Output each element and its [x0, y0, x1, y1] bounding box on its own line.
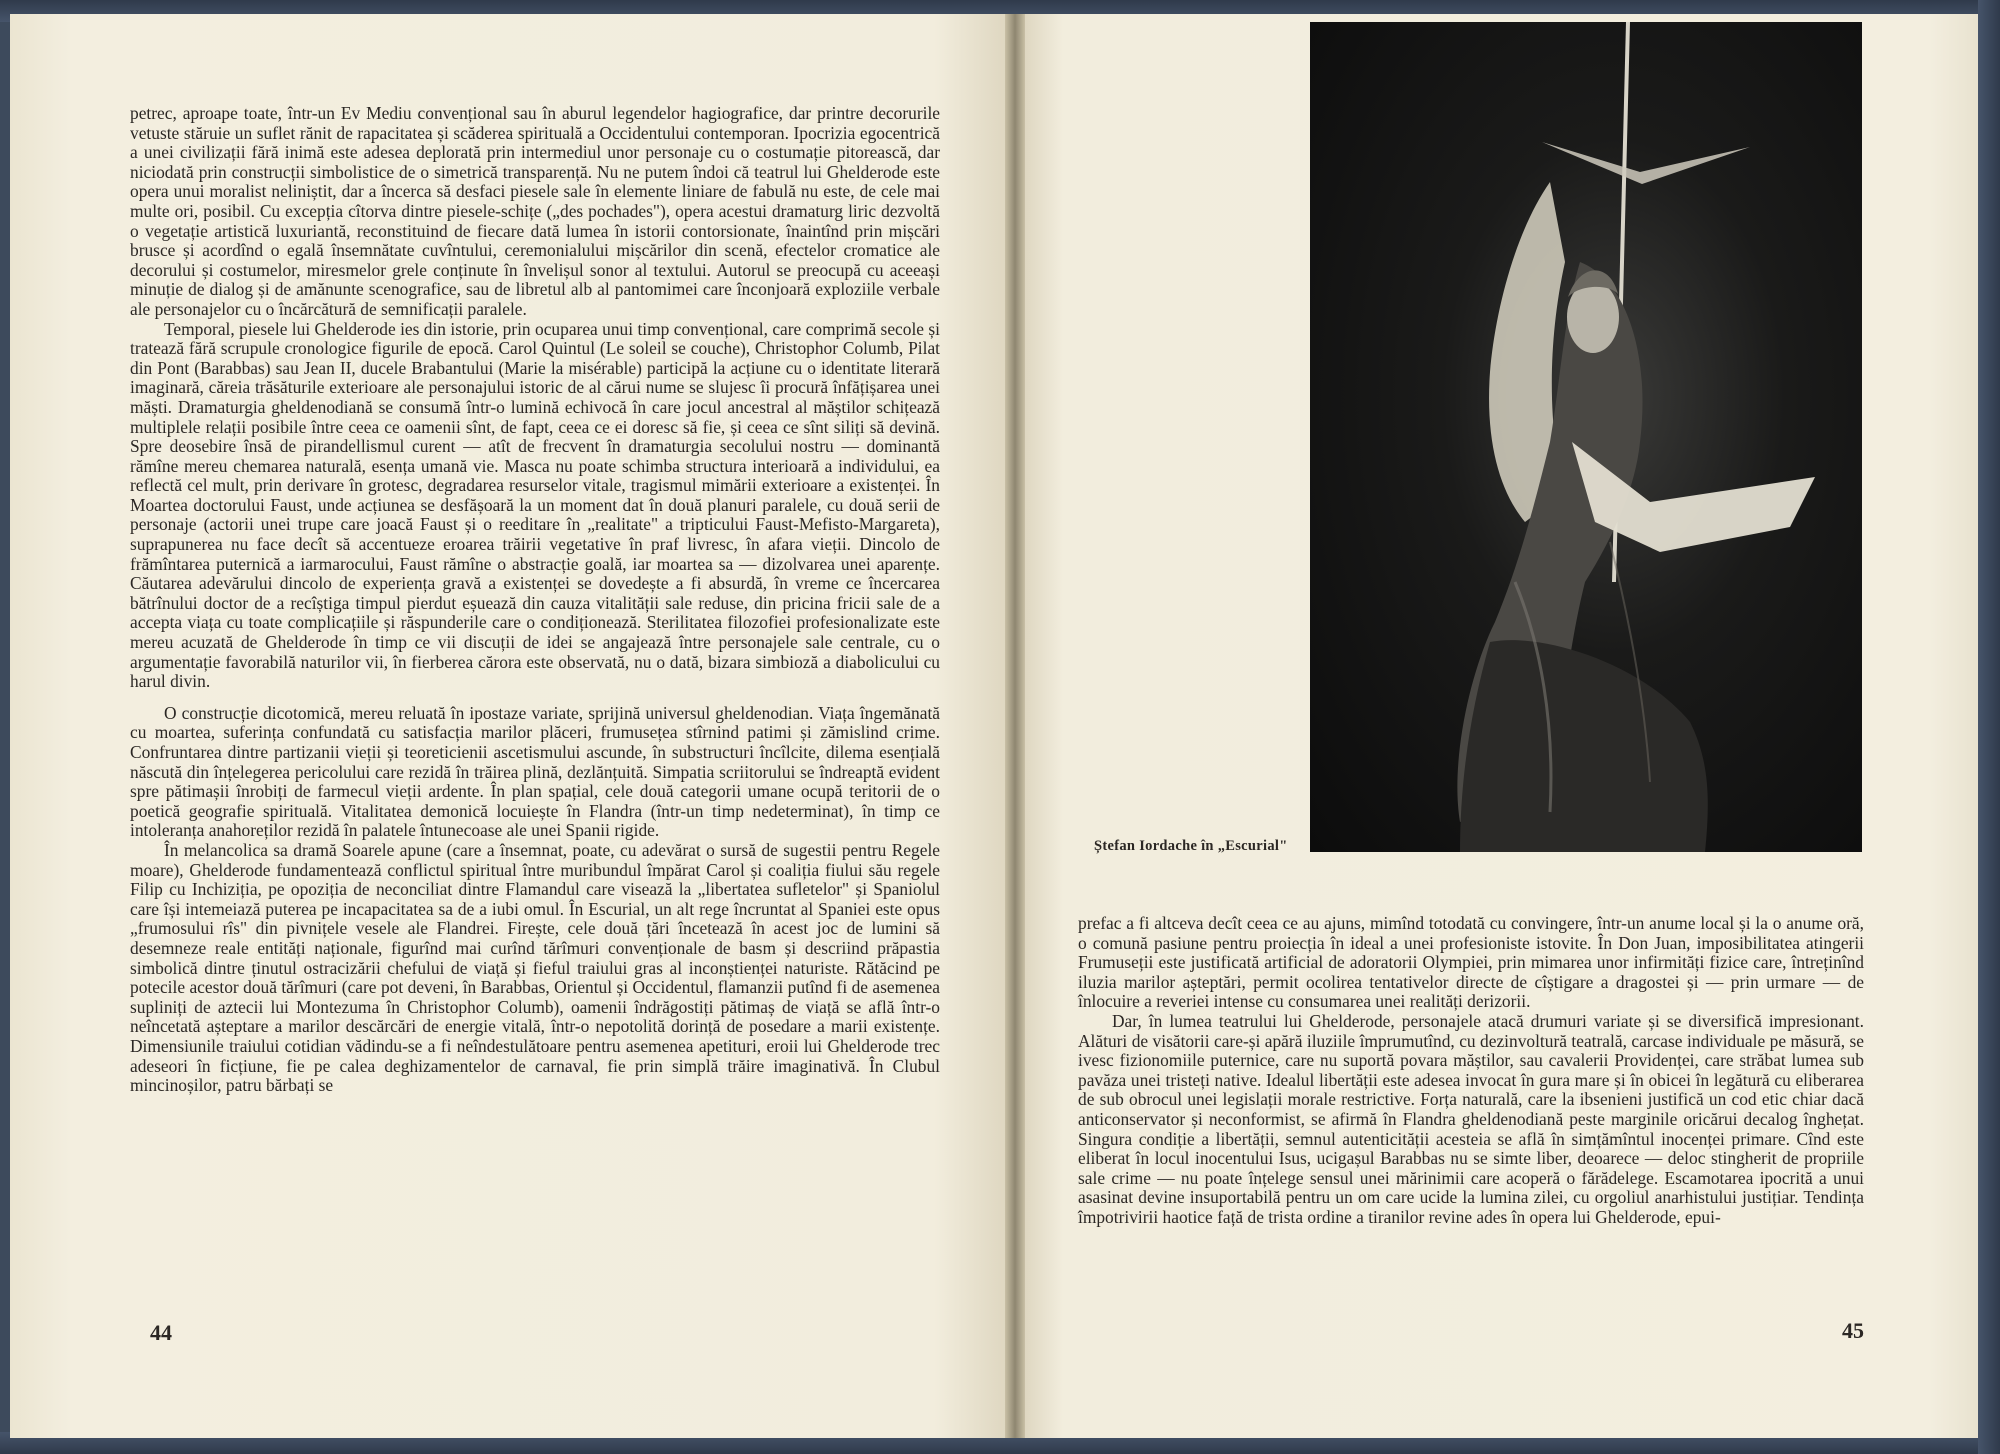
left-paragraph-1: petrec, aproape toate, într-un Ev Mediu convențional sau în aburul legendelor hagiografice, dar printre decorurile vetuste stăruie un suflet rănit de rapacitatea și scăderea spirituală a Occidentului contemporan. Ipocrizia egocentrică a unei civilizații fără inimă este adesea deplorată prin intermediul unor personaje cu o costumație pitorească, dar niciodată prin construcții simbolistice de o simetrică transparență. Nu ne putem îndoi că teatrul lui Ghelderode este opera unui moralist neliniștit, dar a încerca să desfaci piesele sale în elemente liniare de fabulă nu este, de cele mai multe ori, posibil. Cu excepția cîtorva dintre piesele-schițe („des pochades"), opera acestui dramaturg liric dezvoltă o vegetație artistică luxuriantă, reconstituind de fiecare dată lumea în istorii contorsionate, înaintînd prin mișcări brusce și acordînd o egală însemnătate cuvîntului, ceremonialului mișcărilor din scenă, efectelor cromatice ale decorului și costumelor, miresmelor grele conținute în învelișul sonor al textului. Autorul se preocupă cu aceeași minuție de dialog și de amănunte scenografice, sau de libretul alb al pantomimei care înconjoară exploziile verbale ale personajelor cu o încărcătură de semnificații paralele. [130, 103, 940, 319]
right-paragraph-1: prefac a fi altceva decît ceea ce au ajuns, mimînd totodată cu convingere, într-un anume local și la o anume oră, o comună pasiune pentru proiecția în ideal a unei profesioniste istovite. În Don Juan, imposibilitatea atingerii Frumuseții este justificată artificial de adoratorii Olympiei, prin mimarea unor infirmități fizice care, întreținînd iluzia marilor așteptări, permit ocolirea tentativelor directe de cîștigare a dragostei și — prin urmare — de înlocuire a reveriei intense cu consumarea unei realități derizorii. [1078, 913, 1864, 1012]
page-number-left: 44 [150, 1320, 172, 1345]
left-paragraph-2: Temporal, piesele lui Ghelderode ies din istorie, prin ocuparea unui timp convențional, care comprimă secole și tratează fără scrupule cronologice figurile de epocă. Carol Quintul (Le soleil se couche), Christophor Columb, Pilat din Pont (Barabbas) sau Jean II, ducele Brabantului (Marie la misérable) participă la acțiune cu o identitate literară imaginară, căreia trăsăturile exterioare ale personajului istoric de al cărui nume se slujesc îi procură înfățișarea unei măști. Dramaturgia gheldenodiană se consumă într-o lumină echivocă în care jocul ancestral al măștilor schițează multiplele relații posibile între ceea ce oamenii sînt, de fapt, ceea ce ei doresc să fie, și ceea ce sînt siliți să devină. Spre deosebire însă de pirandellismul curent — atît de frecvent în dramaturgia secolului nostru — dominantă rămîne mereu chemarea naturală, esența umană vie. Masca nu poate schimba structura interioară a individului, ea reflectă cel mult, prin derivare în grotesc, degradarea resurselor vitale, tragismul mimării exterioare a existenței. În Moartea doctorului Faust, unde acțiunea se desfășoară la un moment dat în două planuri paralele, cu două serii de personaje (actorii unei trupe care joacă Faust și o reeditare în „realitate" a tripticului Faust-Mefisto-Margareta), suprapunerea nu face decît să accentueze eroarea trăirii vegetative în praf livresc, în afara vieții. Dincolo de frămîntarea puternică a iarmarocului, Faust rămîne o abstracție goală, iar moartea sa — dizolvarea unei aparențe. Căutarea adevărului dincolo de experiența gravă a existenței se dovedește a fi absurdă, în vreme ce încercarea bătrînului doctor de a recîștiga timpul pierdut eșuează din cauza vitalității sale reduse, din pricina fricii sale de a accepta viața cu toate complicațiile și răspunderile care o condiționează. Sterilitatea filozofiei profesionalizate este mereu acuzată de Ghelderode în timp ce vii discuții de idei se angajează între personajele sale centrale, cu o argumentație favorabilă naturilor vii, în fierberea cărora este observată, nu o dată, bizara simbioză a diabolicului cu harul divin. [130, 318, 940, 692]
book-cover-edge-right [1978, 0, 2000, 1454]
stage-photo [1310, 22, 1862, 852]
book-gutter [1005, 14, 1025, 1438]
stage-photo-drawing [1310, 22, 1862, 852]
page-number-right: 45 [1842, 1318, 1864, 1343]
right-paragraph-2: Dar, în lumea teatrului lui Ghelderode, personajele atacă drumuri variate și se diversifică impresionant. Alături de visătorii care-și apără iluziile împrumutînd, cu dezinvoltură teatrală, carcase individuale pe măsură, se ivesc fizionomiile puternice, care nu suportă povara măștilor, sau cavalerii Providenței, care străbat lumea sub pavăza unei tristeți native. Idealul libertății este adesea invocat în gura mare și în obicei în legătură cu eliberarea de sub obrocul unei legislații morale restrictive. Forța naturală, care la ibsenieni justifică un cod etic chiar dacă anticonservator și neconformist, se afirmă în Flandra gheldenodiană peste marginile oricărui decalog înghețat. Singura condiție a libertății, semnul autenticității acesteia se află în simțămîntul inocenței primare. Cînd este eliberat în locul inocentului Isus, ucigașul Barabbas nu se simte liber, deoarece — deloc stingherit de propriile sale crime — nu poate înțelege sensul unei mărinimii care acoperă o fărădelege. Escamotarea ipocrită a unui asasinat devine insuportabilă pentru un om care ucide la lumina zilei, cu orgoliul anarhistului justițiar. Tendința împotrivirii haotice față de trista ordine a tiranilor revine ades în opera lui Ghelderode, epui- [1078, 1010, 1864, 1227]
photo-caption: Ștefan Iordache în „Escurial" [1094, 838, 1288, 854]
left-paragraph-4: În melancolica sa dramă Soarele apune (care a însemnat, poate, cu adevărat o sursă de sugestii pentru Regele moare), Ghelderode fundamentează conflictul spiritual între muribundul împărat Carol și coaliția fiului său regele Filip cu Inchiziția, pe opoziția de neconciliat dintre Flamandul care visează la „libertatea sufletelor" și Spaniolul care își intemeiază puterea pe incapacitatea sa de a iubi omul. În Escurial, un alt rege încruntat al Spaniei este opus „frumosului rîs" din pivnițele vesele ale Flandrei. Firește, cele două țări încetează în acest joc de lumini să desemneze reale entități naționale, figurînd mai curînd tărîmuri convenționale de basm și descriind prăpastia simbolică dintre ținutul ostracizării chefului de viață și fieful traiului gras al inconștienței naturiste. Rătăcind pe potecile acestor două tărîmuri (care pot deveni, în Barabbas, Orientul și Occidentul, flamanzii putînd fi de asemenea supliniți de aztecii lui Montezuma în Christophor Columb), oamenii îndrăgostiți pătimaș de viață se află într-o neîncetată așteptare a marilor descărcări de energie vitală, într-o nepotolită dorință de posedare a marii existențe. Dimensiunile traiului cotidian vădindu-se a fi neîndestulătoare pentru asemenea apetituri, eroii lui Ghelderode trec adeseori în ficțiune, fie pe calea deghizamentelor de carnaval, fie prin simplă trăire imaginativă. În Clubul mincinoșilor, patru bărbați se [130, 839, 940, 1096]
right-page-body [1078, 914, 1864, 1228]
left-page-body [130, 104, 940, 1096]
left-paragraph-3: O construcție dicotomică, mereu reluată în ipostaze variate, sprijină universul gheldenodian. Viața îngemănată cu moartea, suferința confundată cu satisfacția marilor plăceri, frumusețea stîrnind patimi și zămislind crime. Confruntarea dintre partizanii vieții și teoreticienii ascetismului ascunde, în substructuri încîlcite, dilema esențială născută din înțelegerea pericolului care rezidă în trăirea plină, dezlănțuită. Simpatia scriitorului se îndreaptă evident spre pătimașii înrobiți de farmecul vieții ardente. În plan spațial, cele două categorii umane ocupă teritorii de o poetică geografie spirituală. Vitalitatea demonică locuiește în Flandra (într-un timp nedeterminat), în timp ce intoleranța anahoreților rezidă în palatele întunecoase ale unei Spanii rigide. [130, 702, 940, 841]
